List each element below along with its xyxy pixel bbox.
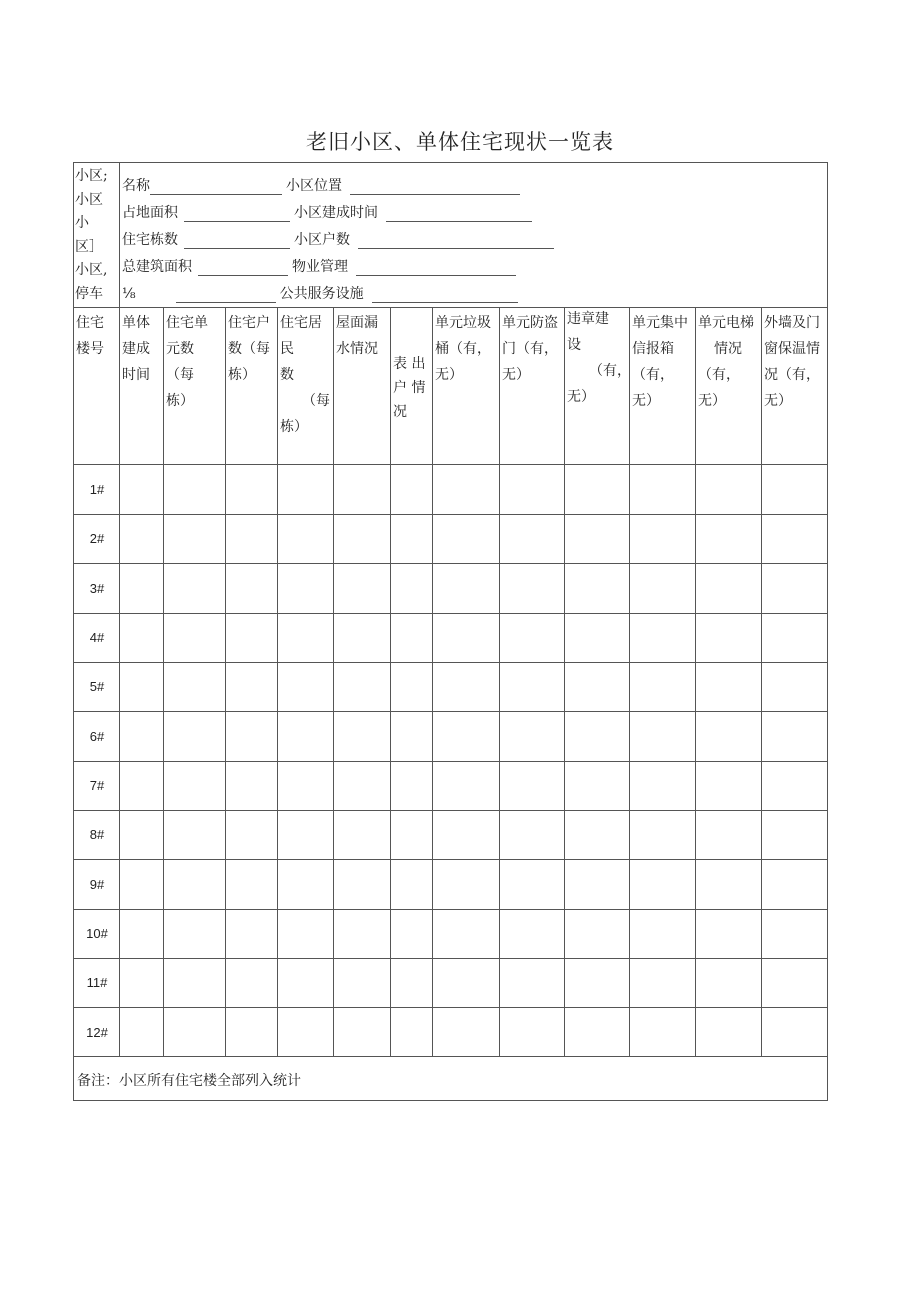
header-line: 无） — [502, 367, 530, 383]
header-security-door — [502, 310, 558, 388]
header-line: 数（每 — [228, 341, 270, 357]
area-field[interactable] — [184, 203, 290, 222]
header-elevator — [698, 310, 754, 414]
header-unit-count — [166, 310, 208, 414]
row-label: 6# — [89, 729, 105, 744]
left-label-line: 小区, — [75, 262, 108, 278]
row-label: 7# — [89, 778, 105, 793]
header-line: 楼号 — [76, 341, 104, 357]
header-line: （有， — [632, 367, 674, 383]
header-line: 住宅 — [76, 315, 104, 331]
label-fraction: ⅛ — [122, 286, 136, 302]
info-row-1 — [122, 175, 524, 195]
row-label: 11# — [86, 975, 108, 990]
left-label-line: 区］ — [75, 238, 103, 255]
header-mailbox — [632, 310, 688, 414]
header-line: 栋） — [280, 419, 308, 435]
header-line: 违章建 — [567, 311, 609, 327]
header-line: 单体 — [122, 315, 150, 331]
header-line: 表 出 — [393, 356, 426, 372]
row-label: 9# — [89, 877, 105, 892]
row-label: 12# — [86, 1025, 108, 1040]
row-label: 5# — [89, 679, 105, 694]
info-row-4 — [122, 256, 520, 276]
public-service-field[interactable] — [372, 284, 518, 303]
header-line: 无） — [567, 389, 595, 405]
label-name: 名称 — [122, 178, 150, 194]
label-public-service: 公共服务设施 — [279, 286, 364, 302]
info-row-2 — [122, 202, 536, 222]
header-line: 外墙及门 — [764, 315, 820, 331]
header-meter — [393, 352, 425, 424]
header-line: 建成 — [122, 341, 150, 357]
header-line: 无） — [435, 367, 463, 383]
built-time-field[interactable] — [386, 203, 532, 222]
header-line: 单元电梯 — [698, 315, 754, 331]
label-household: 小区户数 — [294, 232, 350, 248]
name-field[interactable] — [150, 176, 282, 195]
header-line: 设 — [567, 337, 581, 353]
header-line: 无） — [764, 393, 792, 409]
header-line: 户 情 — [393, 380, 426, 396]
header-line: 住宅户 — [228, 315, 270, 331]
location-field[interactable] — [350, 176, 520, 195]
page-title: 老旧小区、单体住宅现状一览表 — [306, 130, 614, 154]
header-line: 无） — [632, 393, 660, 409]
label-total-area: 总建筑面积 — [122, 259, 192, 275]
parking-field[interactable] — [176, 284, 276, 303]
header-line: 单元垃圾 — [435, 315, 491, 331]
header-line: 数 — [280, 367, 294, 383]
row-label: 1# — [89, 482, 105, 497]
header-trash-bin — [435, 310, 491, 388]
header-line: （每 — [302, 393, 330, 409]
info-row-5 — [122, 283, 522, 303]
building-count-field[interactable] — [184, 230, 290, 249]
header-line: 民 — [280, 341, 294, 357]
header-build-time — [122, 310, 150, 388]
header-line: 桶（有， — [435, 341, 491, 357]
left-label-line: 停车 — [75, 285, 103, 302]
header-line: 门（有， — [502, 341, 558, 357]
header-household-count — [228, 310, 270, 388]
label-location: 小区位置 — [286, 178, 342, 194]
row-label: 8# — [89, 827, 105, 842]
header-line: 无） — [698, 393, 726, 409]
header-line: 水情况 — [336, 341, 378, 357]
label-built-time: 小区建成时间 — [294, 205, 378, 221]
header-line: 情况 — [714, 341, 742, 357]
header-line: 窗保温情 — [764, 341, 820, 357]
row-label: 3# — [89, 581, 105, 596]
header-roof-leak — [336, 310, 378, 362]
left-label-line: 小区 — [75, 191, 103, 208]
header-line: 单元防盗 — [502, 315, 558, 331]
row-label: 2# — [89, 531, 105, 546]
household-field[interactable] — [358, 230, 554, 249]
header-line: 栋） — [166, 393, 194, 409]
row-label: 10# — [86, 926, 108, 941]
header-line: 屋面漏 — [336, 315, 378, 331]
remark: 备注：小区所有住宅楼全部列入统计 — [77, 1073, 301, 1089]
left-label — [75, 165, 108, 306]
label-property: 物业管理 — [292, 259, 348, 275]
label-building-count: 住宅栋数 — [122, 232, 178, 248]
header-illegal-building — [567, 306, 631, 410]
total-area-field[interactable] — [198, 257, 288, 276]
header-line: 住宅居 — [280, 315, 322, 331]
label-area: 占地面积 — [122, 205, 178, 221]
header-resident-count — [280, 310, 330, 440]
header-line: （有， — [698, 367, 740, 383]
header-line: 时间 — [122, 367, 150, 383]
left-label-line: 小 — [75, 215, 89, 231]
header-line: （每 — [166, 367, 194, 383]
header-line: 单元集中 — [632, 315, 688, 331]
header-line: 栋） — [228, 367, 256, 383]
info-row-3 — [122, 229, 558, 249]
header-line: 住宅单 — [166, 315, 208, 331]
header-line: 况（有， — [764, 367, 820, 383]
header-line: 况 — [393, 404, 407, 420]
row-label: 4# — [89, 630, 105, 645]
property-field[interactable] — [356, 257, 516, 276]
header-line: （有， — [589, 363, 631, 379]
header-insulation — [764, 310, 820, 414]
left-label-line: 小区; — [75, 168, 108, 184]
header-building-no — [76, 310, 104, 362]
header-line: 信报箱 — [632, 341, 674, 357]
header-line: 元数 — [166, 341, 194, 357]
